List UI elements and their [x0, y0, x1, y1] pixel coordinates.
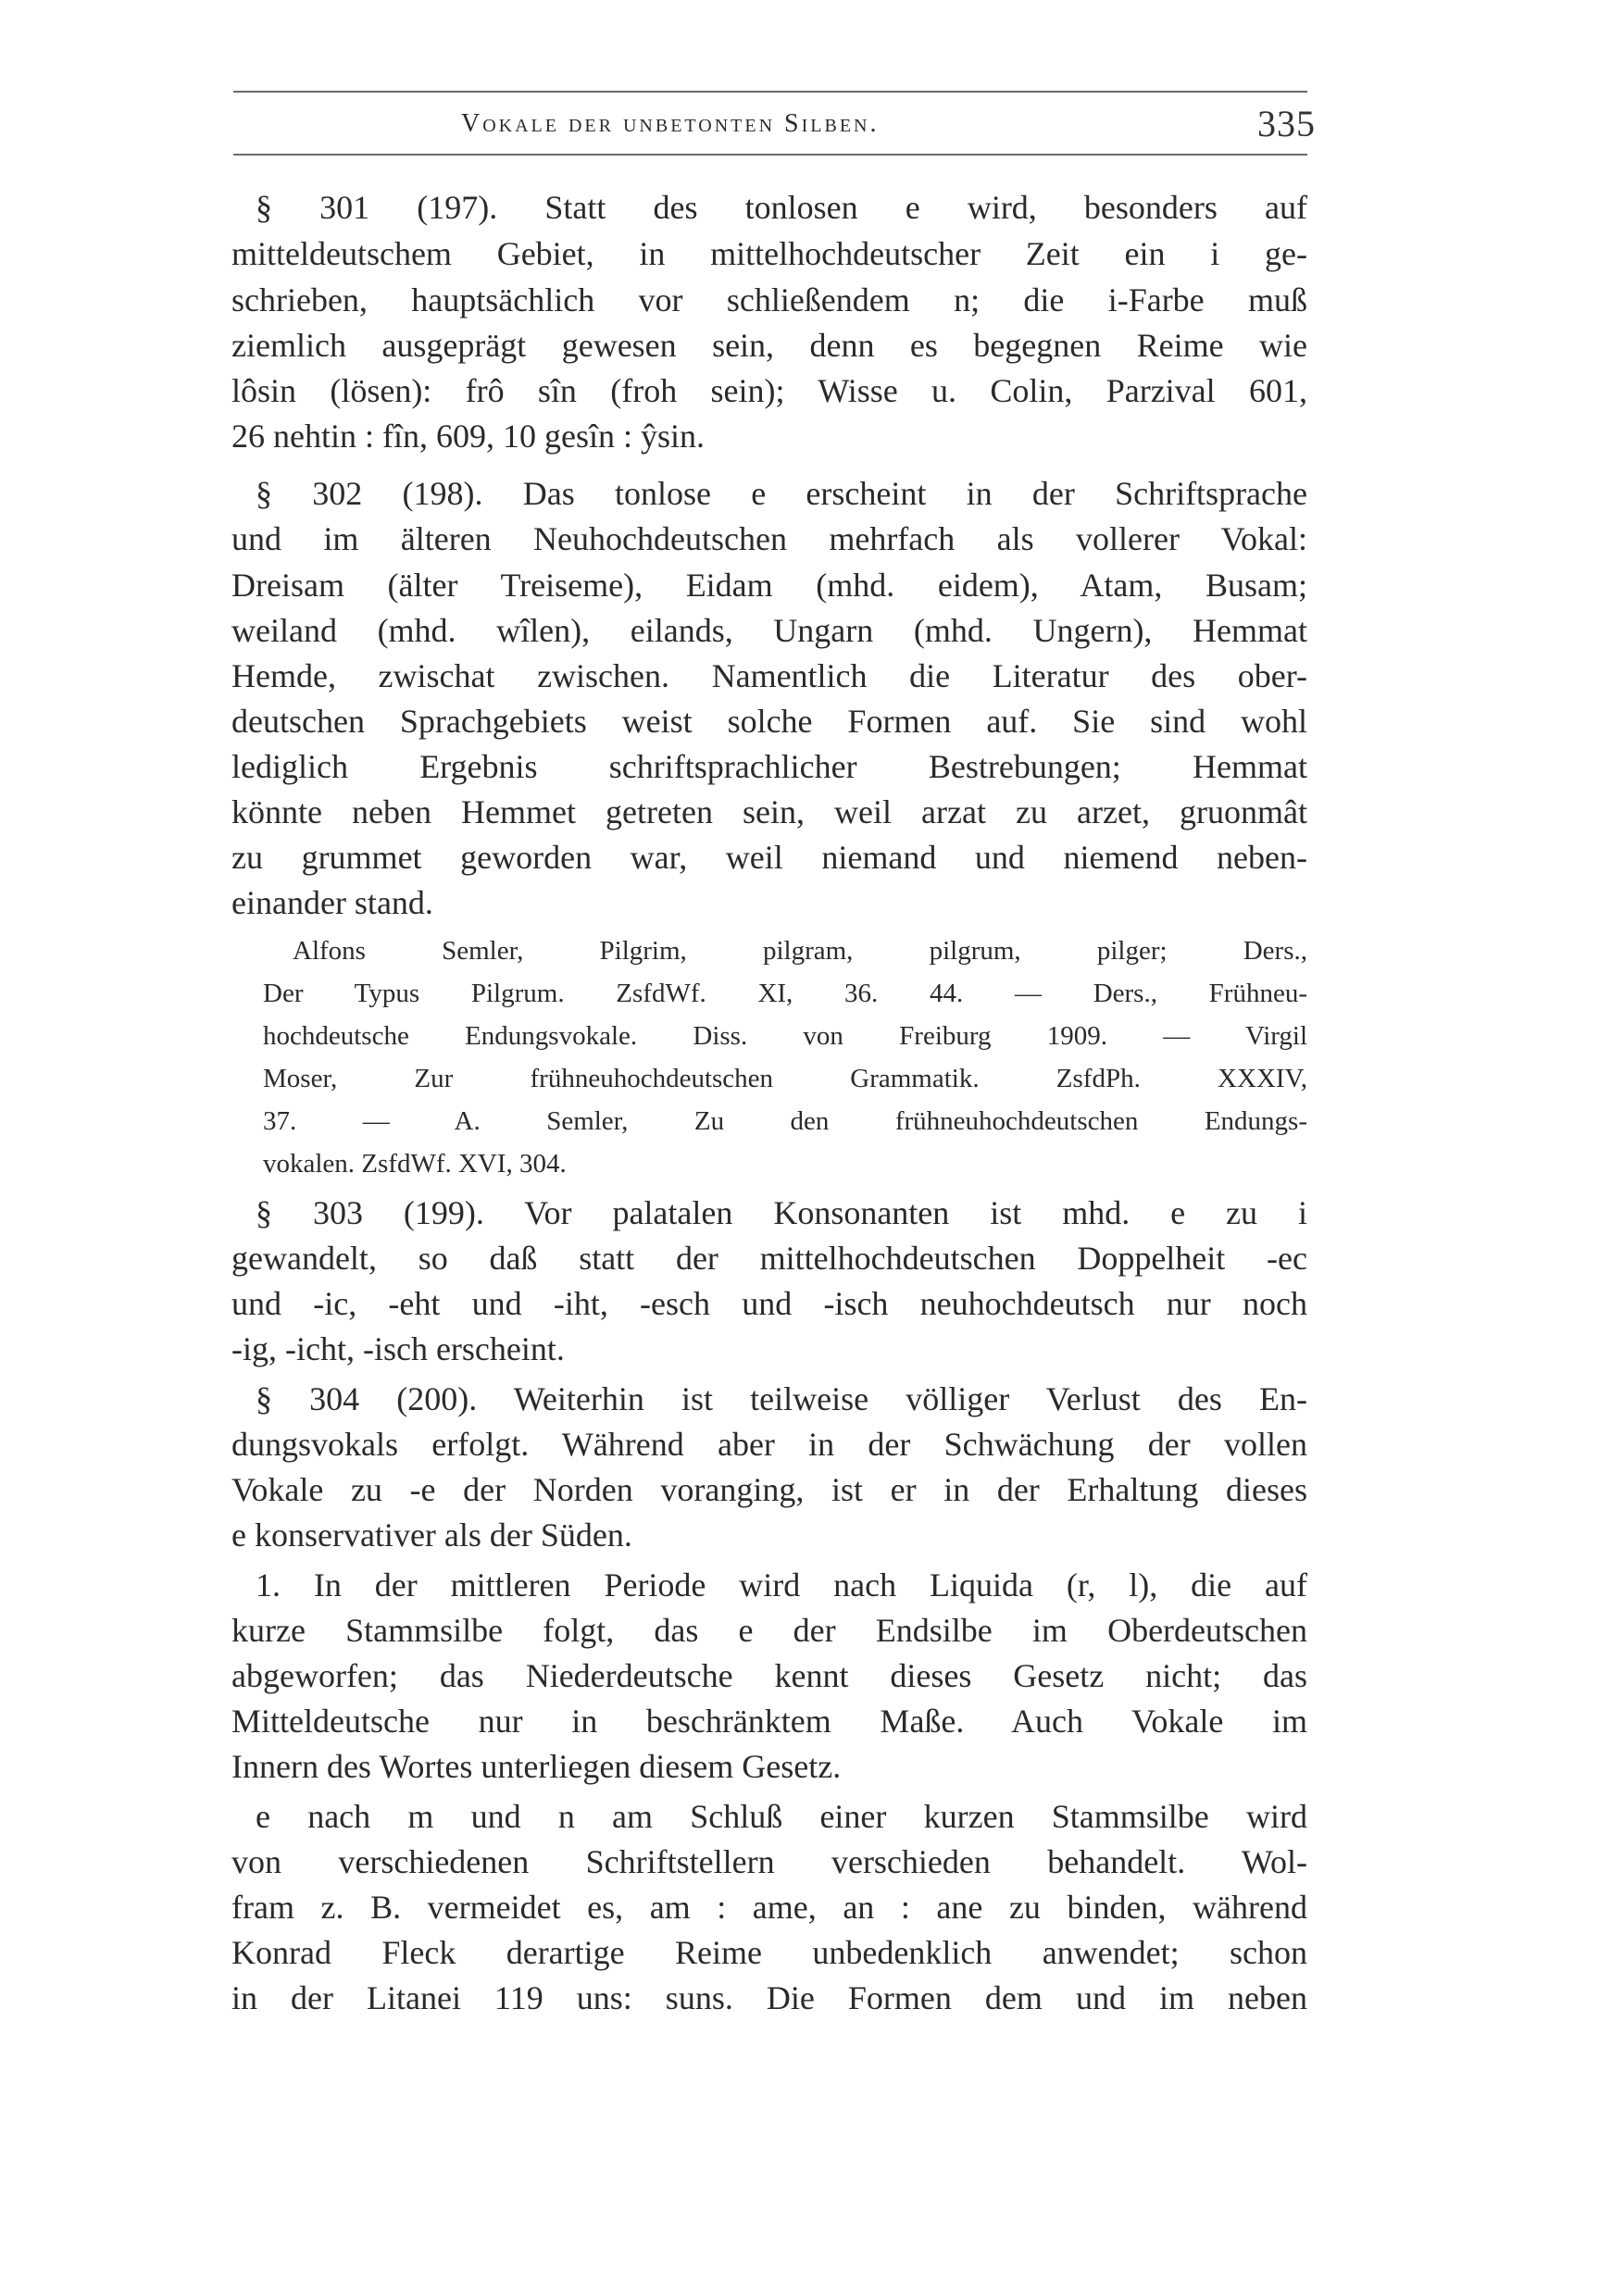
text-line: Hemde, zwischat zwischen. Namentlich die Literatur des ober- [231, 657, 1307, 694]
header-rule-bottom [233, 154, 1307, 156]
text-line: in der Litanei 119 uns: suns. Die Formen dem und im neben [231, 1979, 1307, 2016]
text-line: weiland (mhd. wîlen), eilands, Ungarn (mhd. Ungern), Hemmat [231, 612, 1307, 649]
header-rule-top [233, 91, 1307, 93]
text-line: § 301 (197). Statt des tonlosen e wird, besonders auf [256, 189, 1307, 226]
running-head-title: Vokale der unbetonten Silben. [461, 109, 880, 138]
text-line: Innern des Wortes unterliegen diesem Gesetz. [231, 1748, 842, 1785]
text-line: von verschiedenen Schriftstellern verschieden behandelt. Wol- [231, 1843, 1307, 1880]
text-line: 26 nehtin : fîn, 609, 10 gesîn : ŷsin. [231, 418, 705, 455]
text-line: Mitteldeutsche nur in beschränktem Maße. Auch Vokale im [231, 1703, 1307, 1740]
text-line: Dreisam (älter Treiseme), Eidam (mhd. eidem), Atam, Busam; [231, 567, 1307, 604]
note-line: Der Typus Pilgrum. ZsfdWf. XI, 36. 44. — Ders., Frühneu- [263, 979, 1307, 1008]
text-line: e konservativer als der Süden. [231, 1516, 632, 1554]
text-line: könnte neben Hemmet getreten sein, weil arzat zu arzet, gruonmât [231, 793, 1307, 830]
note-line: Moser, Zur frühneuhochdeutschen Grammatik. ZsfdPh. XXXIV, [263, 1064, 1307, 1093]
text-line: deutschen Sprachgebiets weist solche Formen auf. Sie sind wohl [231, 703, 1307, 740]
text-line: e nach m und n am Schluß einer kurzen Stammsilbe wird [256, 1798, 1307, 1835]
text-line: und -ic, -eht und -iht, -esch und -isch neuhochdeutsch nur noch [231, 1285, 1307, 1322]
text-line: fram z. B. vermeidet es, am : ame, an : ane zu binden, während [231, 1889, 1307, 1926]
text-line: -ig, -icht, -isch erscheint. [231, 1330, 565, 1367]
text-line: § 304 (200). Weiterhin ist teilweise völliger Verlust des En- [256, 1380, 1307, 1417]
text-line: § 302 (198). Das tonlose e erscheint in der Schriftsprache [256, 475, 1307, 512]
text-line: 1. In der mittleren Periode wird nach Liquida (r, l), die auf [256, 1566, 1307, 1603]
running-head [461, 109, 880, 139]
text-line: einander stand. [231, 884, 433, 921]
note-line: hochdeutsche Endungsvokale. Diss. von Freiburg 1909. — Virgil [263, 1021, 1307, 1051]
text-line: zu grummet geworden war, weil niemand und niemend neben- [231, 839, 1307, 876]
text-line: lediglich Ergebnis schriftsprachlicher Bestrebungen; Hemmat [231, 748, 1307, 785]
text-line: schrieben, hauptsächlich vor schließendem n; die i-Farbe muß [231, 281, 1307, 318]
text-line: abgeworfen; das Niederdeutsche kennt dieses Gesetz nicht; das [231, 1657, 1307, 1694]
note-line: Alfons Semler, Pilgrim, pilgram, pilgrum, pilger; Ders., [293, 936, 1307, 966]
text-line: Konrad Fleck derartige Reime unbedenklich anwendet; schon [231, 1934, 1307, 1971]
note-line: 37. — A. Semler, Zu den frühneuhochdeutschen Endungs- [263, 1106, 1307, 1136]
text-line: Vokale zu -e der Norden voranging, ist er in der Erhaltung dieses [231, 1471, 1307, 1508]
text-line: ziemlich ausgeprägt gewesen sein, denn es begegnen Reime wie [231, 327, 1307, 364]
text-line: gewandelt, so daß statt der mittelhochdeutschen Doppelheit -ec [231, 1240, 1307, 1277]
text-line: mitteldeutschem Gebiet, in mittelhochdeutscher Zeit ein i ge- [231, 235, 1307, 272]
text-line: § 303 (199). Vor palatalen Konsonanten ist mhd. e zu i [256, 1194, 1307, 1231]
text-line: und im älteren Neuhochdeutschen mehrfach als vollerer Vokal: [231, 520, 1307, 557]
note-line: vokalen. ZsfdWf. XVI, 304. [263, 1149, 567, 1179]
text-line: lôsin (lösen): frô sîn (froh sein); Wisse u. Colin, Parzival 601, [231, 372, 1307, 409]
text-line: kurze Stammsilbe folgt, das e der Endsilbe im Oberdeutschen [231, 1612, 1307, 1649]
page-number: 335 [1257, 103, 1316, 144]
text-line: dungsvokals erfolgt. Während aber in der Schwächung der vollen [231, 1426, 1307, 1463]
